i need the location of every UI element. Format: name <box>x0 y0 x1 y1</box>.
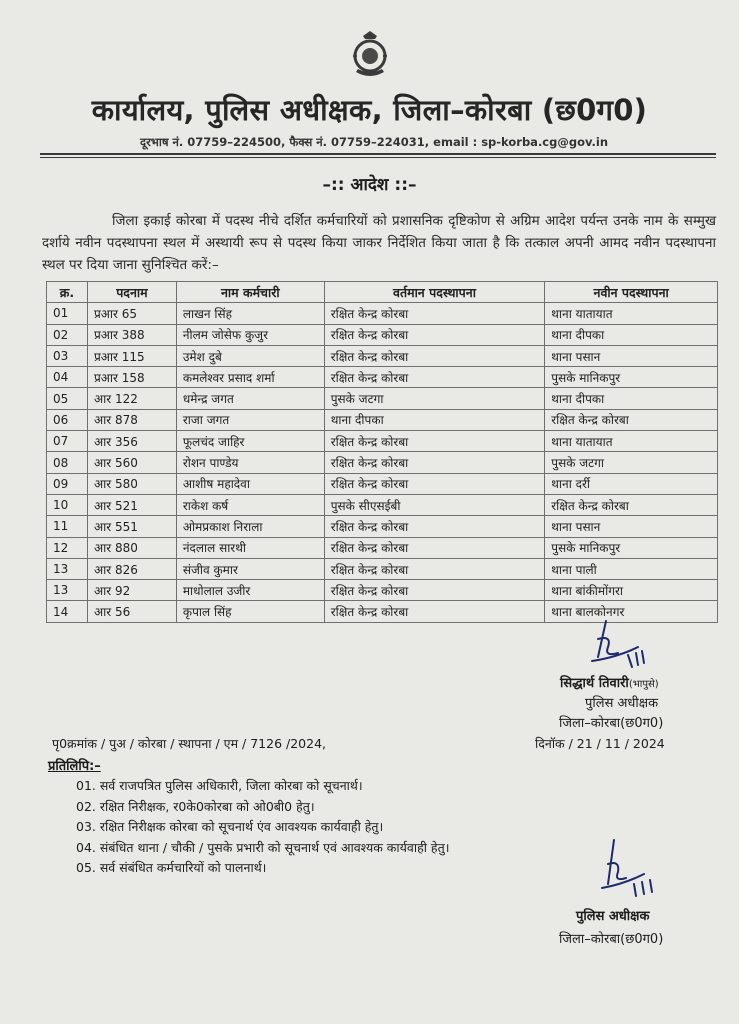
cell-designation: आर 551 <box>87 516 176 537</box>
table-row <box>47 345 718 366</box>
cell-new-posting: थाना पसान <box>545 516 718 537</box>
table-row <box>47 558 718 579</box>
bottom-signatory-designation: पुलिस अधीक्षक <box>576 909 650 924</box>
table-row <box>47 324 718 345</box>
list-item: 01. सर्व राजपत्रित पुलिस अधिकारी, जिला कोरबा को सूचनार्थ। <box>76 778 363 793</box>
cell-designation: आर 880 <box>87 537 176 558</box>
cell-new-posting: रक्षित केन्द्र कोरबा <box>545 409 718 430</box>
table-row <box>47 537 718 558</box>
table-header-row <box>47 282 718 303</box>
cell-new-posting: थाना बालकोनगर <box>545 601 718 622</box>
cell-name: उमेश दुबे <box>176 345 324 366</box>
posting-table <box>46 281 718 623</box>
table-row <box>47 367 718 388</box>
table-body <box>47 303 718 622</box>
cell-current-posting: रक्षित केन्द्र कोरबा <box>324 431 545 452</box>
cell-name: संजीव कुमार <box>176 558 324 579</box>
cell-serial: 07 <box>47 431 88 452</box>
cell-designation: प्रआर 158 <box>87 367 176 388</box>
cell-new-posting: थाना दर्री <box>545 473 718 494</box>
cell-current-posting: पुसके जटगा <box>324 388 545 409</box>
cell-name: धमेन्द्र जगत <box>176 388 324 409</box>
cell-new-posting: थाना यातायात <box>545 303 718 324</box>
signatory-name <box>560 673 659 691</box>
list-item: 03. रक्षित निरीक्षक कोरबा को सूचनार्थ एंव आवश्यक कार्यवाही हेतु। <box>76 819 384 834</box>
cell-serial: 09 <box>47 473 88 494</box>
cell-serial: 02 <box>47 324 88 345</box>
reference-number: पृ0क्रमांक / पुअ / कोरबा / स्थापना / एम / 7126 /2024, <box>52 736 327 751</box>
cell-new-posting: थाना यातायात <box>545 431 718 452</box>
table-row <box>47 494 718 515</box>
cell-name: नंदलाल सारथी <box>176 537 324 558</box>
table-row <box>47 388 718 409</box>
cell-current-posting: थाना दीपका <box>324 409 545 430</box>
police-emblem-icon <box>344 28 396 80</box>
cell-designation: आर 560 <box>87 452 176 473</box>
signature-icon <box>588 617 660 673</box>
table-row <box>47 431 718 452</box>
signatory-name-text: सिद्धार्थ तिवारी <box>560 676 629 691</box>
table-row <box>47 473 718 494</box>
cell-designation: आर 580 <box>87 473 176 494</box>
header-serial: क्र. <box>47 282 88 303</box>
header-new-posting: नवीन पदस्थापना <box>545 282 718 303</box>
cell-new-posting: थाना दीपका <box>545 324 718 345</box>
cell-serial: 13 <box>47 558 88 579</box>
cell-designation: प्रआर 65 <box>87 303 176 324</box>
cell-designation: प्रआर 115 <box>87 345 176 366</box>
order-intro-text: जिला इकाई कोरबा में पदस्थ नीचे दर्शित कर्मचारियों को प्रशासनिक दृष्टिकोण से अग्रिम आदेश पर्यन्त उनके नाम के सम्मुख दर्शाये नवीन पदस्थापना स्थल में अस्थायी रूप से पदस्थ किया जाकर निर्देशित किया जाता है कि तत्काल अपनी आमद नवीन पदस्थापना स्थल पर दिया जाना सुनिश्चित करें:– <box>42 213 716 273</box>
cell-serial: 01 <box>47 303 88 324</box>
header-employee-name: नाम कर्मचारी <box>176 282 324 303</box>
cell-new-posting: थाना पाली <box>545 558 718 579</box>
header-divider <box>40 153 716 155</box>
table-row <box>47 303 718 324</box>
cell-new-posting: पुसके जटगा <box>545 452 718 473</box>
cell-serial: 05 <box>47 388 88 409</box>
cell-current-posting: रक्षित केन्द्र कोरबा <box>324 580 545 601</box>
order-heading: –:: आदेश ::– <box>322 175 417 195</box>
cell-name: माधोलाल उजीर <box>176 580 324 601</box>
cell-current-posting: रक्षित केन्द्र कोरबा <box>324 303 545 324</box>
cell-name: फूलचंद जाहिर <box>176 431 324 452</box>
cell-new-posting: थाना बांकीमोंगरा <box>545 580 718 601</box>
cell-name: रोशन पाण्डेय <box>176 452 324 473</box>
cell-current-posting: रक्षित केन्द्र कोरबा <box>324 516 545 537</box>
cell-designation: आर 92 <box>87 580 176 601</box>
signature-icon <box>600 838 660 900</box>
cell-serial: 03 <box>47 345 88 366</box>
cell-designation: आर 356 <box>87 431 176 452</box>
copy-to-list <box>76 776 449 879</box>
signatory-service: (भापुसे) <box>628 679 659 690</box>
cell-serial: 14 <box>47 601 88 622</box>
cell-serial: 06 <box>47 409 88 430</box>
list-item: 05. सर्व संबंधित कर्मचारियों को पालनार्थ। <box>76 860 267 875</box>
copy-to-heading: प्रतिलिपि:– <box>48 759 101 774</box>
cell-new-posting: थाना पसान <box>545 345 718 366</box>
cell-new-posting: पुसके मानिकपुर <box>545 367 718 388</box>
cell-current-posting: रक्षित केन्द्र कोरबा <box>324 345 545 366</box>
signatory-designation: पुलिस अधीक्षक <box>585 696 659 711</box>
cell-current-posting: रक्षित केन्द्र कोरबा <box>324 367 545 388</box>
table-row <box>47 452 718 473</box>
cell-designation: प्रआर 388 <box>87 324 176 345</box>
contact-line: दूरभाष नं. 07759–224500, फैक्स नं. 07759–224031, email : sp-korba.cg@gov.in <box>140 135 609 149</box>
bottom-signatory-district: जिला–कोरबा(छ0ग0) <box>559 932 664 947</box>
cell-serial: 12 <box>47 537 88 558</box>
cell-serial: 11 <box>47 516 88 537</box>
cell-current-posting: रक्षित केन्द्र कोरबा <box>324 601 545 622</box>
cell-designation: आर 122 <box>87 388 176 409</box>
cell-current-posting: रक्षित केन्द्र कोरबा <box>324 473 545 494</box>
list-item: 04. संबंधित थाना / चौकी / पुसके प्रभारी को सूचनार्थ एवं आवश्यक कार्यवाही हेतु। <box>76 839 450 855</box>
cell-current-posting: रक्षित केन्द्र कोरबा <box>324 324 545 345</box>
cell-current-posting: पुसके सीएसईबी <box>324 494 545 515</box>
order-date: दिनॉक / 21 / 11 / 2024 <box>535 736 665 751</box>
cell-designation: आर 56 <box>87 601 176 622</box>
cell-current-posting: रक्षित केन्द्र कोरबा <box>324 537 545 558</box>
cell-name: कमलेश्वर प्रसाद शर्मा <box>176 367 324 388</box>
cell-new-posting: रक्षित केन्द्र कोरबा <box>545 494 718 515</box>
cell-name: ओमप्रकाश निराला <box>176 516 324 537</box>
table-row <box>47 409 718 430</box>
header-divider-thin <box>40 157 716 158</box>
table-row <box>47 516 718 537</box>
cell-name: कृपाल सिंह <box>176 601 324 622</box>
cell-name: आशीष महादेवा <box>176 473 324 494</box>
cell-current-posting: रक्षित केन्द्र कोरबा <box>324 558 545 579</box>
cell-name: नीलम जोसेफ कुजुर <box>176 324 324 345</box>
cell-name: लाखन सिंह <box>176 303 324 324</box>
cell-designation: आर 826 <box>87 558 176 579</box>
cell-designation: आर 878 <box>87 409 176 430</box>
list-item: 02. रक्षित निरीक्षक, र0के0कोरबा को ओ0बी0 हेतु। <box>76 798 315 814</box>
cell-serial: 08 <box>47 452 88 473</box>
signatory-district: जिला–कोरबा(छ0ग0) <box>559 716 664 731</box>
cell-designation: आर 521 <box>87 494 176 515</box>
header-designation: पदनाम <box>87 282 176 303</box>
cell-serial: 10 <box>47 494 88 515</box>
cell-name: राजा जगत <box>176 409 324 430</box>
cell-new-posting: पुसके मानिकपुर <box>545 537 718 558</box>
cell-name: राकेश कर्ष <box>176 494 324 515</box>
cell-serial: 13 <box>47 580 88 601</box>
cell-current-posting: रक्षित केन्द्र कोरबा <box>324 452 545 473</box>
table-row <box>47 580 718 601</box>
office-title: कार्यालय, पुलिस अधीक्षक, जिला–कोरबा (छ0ग0) <box>91 93 648 127</box>
cell-new-posting: थाना दीपका <box>545 388 718 409</box>
cell-serial: 04 <box>47 367 88 388</box>
header-current-posting: वर्तमान पदस्थापना <box>324 282 545 303</box>
